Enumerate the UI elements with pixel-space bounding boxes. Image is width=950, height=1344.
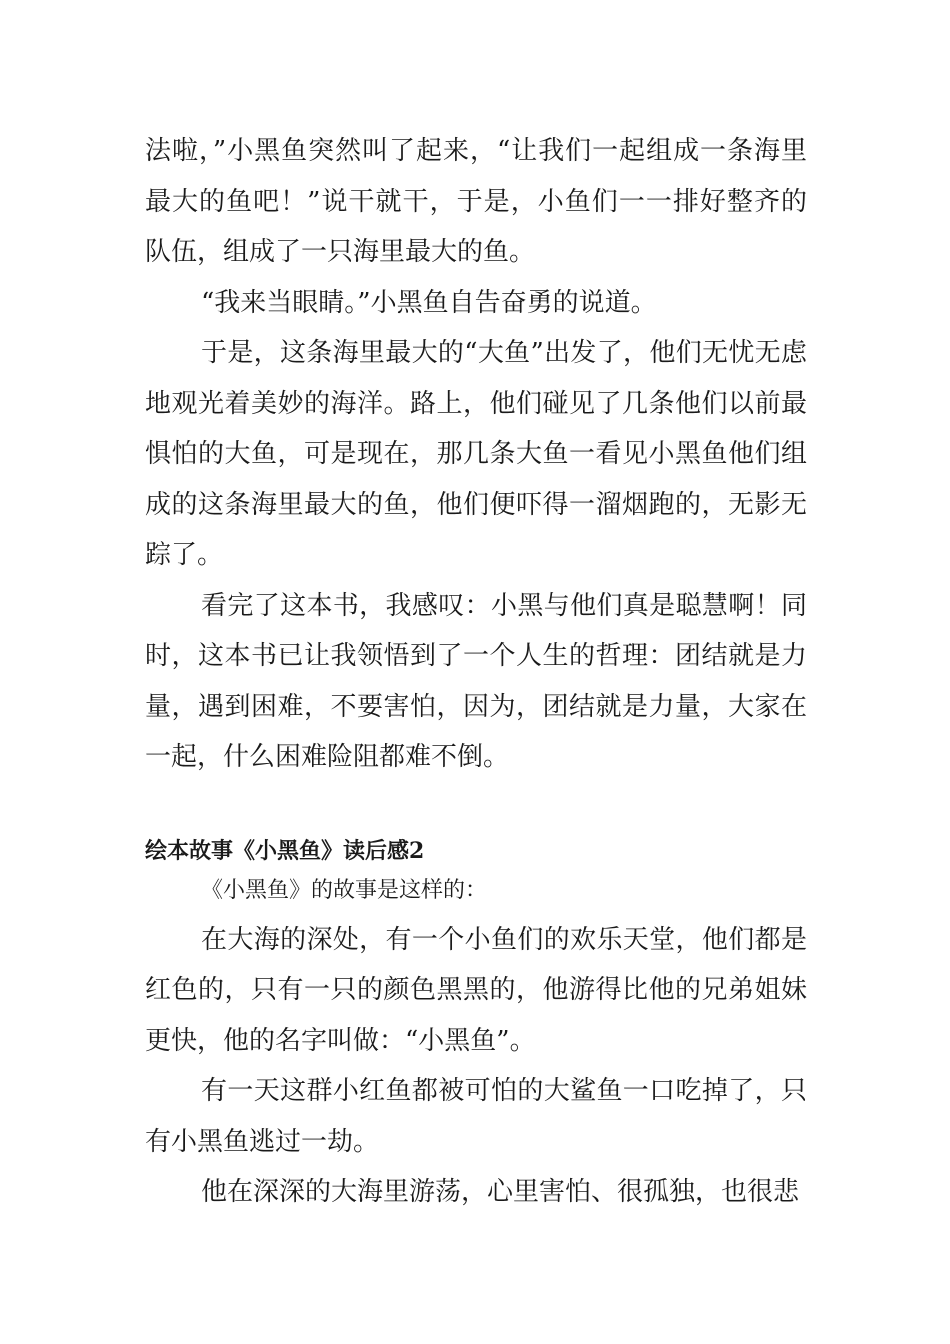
section-title: 绘本故事《小黑鱼》读后感2	[145, 837, 425, 864]
paragraph: “我来当眼睛。”小黑鱼自告奋勇的说道。	[201, 287, 657, 318]
section-spacer	[145, 783, 807, 831]
document-page	[145, 126, 807, 1218]
paragraph: 在大海的深处，有一个小鱼们的欢乐天堂，他们都是红色的，只有一只的颜色黑黑的，他游得比他的兄弟姐妹更快，他的名字叫做：“小黑鱼”。	[145, 924, 807, 1056]
paragraph: 看完了这本书，我感叹：小黑与他们真是聪慧啊！同时，这本书已让我领悟到了一个人生的哲理：团结就是力量，遇到困难，不要害怕，因为，团结就是力量，大家在一起，什么困难险阻都难不倒。	[145, 590, 807, 772]
paragraph: 有一天这群小红鱼都被可怕的大鲨鱼一口吃掉了，只有小黑鱼逃过一劫。	[145, 1076, 807, 1157]
paragraph: 于是，这条海里最大的“大鱼”出发了，他们无忧无虑地观光着美妙的海洋。路上，他们碰见了几条他们以前最惧怕的大鱼，可是现在，那几条大鱼一看见小黑鱼他们组成的这条海里最大的鱼，他们便吓得一溜烟跑的，无影无踪了。	[145, 338, 807, 570]
paragraph: 他在深深的大海里游荡，心里害怕、很孤独，也很悲	[201, 1177, 800, 1207]
intro-line: 《小黑鱼》的故事是这样的：	[201, 877, 488, 903]
paragraph-continued: 法啦，”小黑鱼突然叫了起来，“让我们一起组成一条海里最大的鱼吧！”说干就干，于是，小鱼们一一排好整齐的队伍，组成了一只海里最大的鱼。	[145, 136, 807, 267]
